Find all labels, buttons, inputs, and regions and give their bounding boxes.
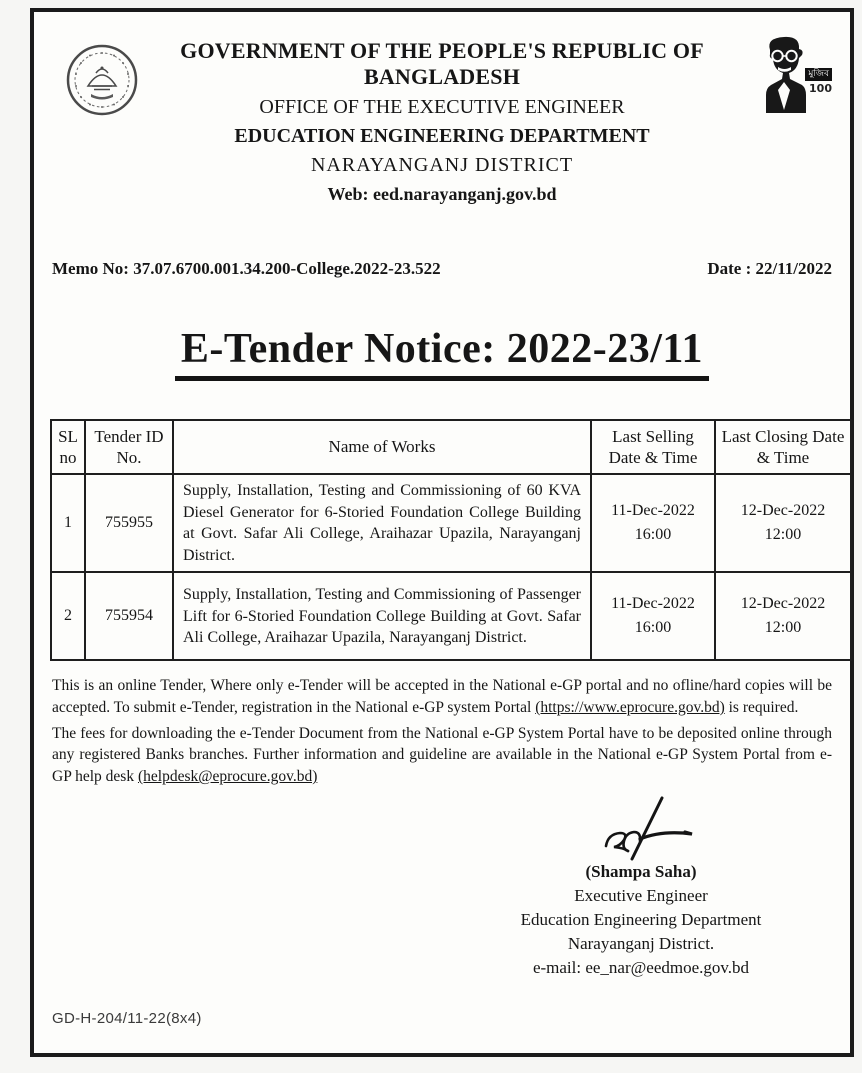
cell-tender-id: 755954 xyxy=(85,572,173,660)
notice-1-tail: is required. xyxy=(724,699,799,717)
signature-block xyxy=(476,796,806,981)
selling-date: 11-Dec-2022 xyxy=(611,502,695,520)
cell-sl: 1 xyxy=(51,474,85,572)
selling-date: 11-Dec-2022 xyxy=(611,595,695,613)
department-line: EDUCATION ENGINEERING DEPARTMENT xyxy=(234,125,650,147)
notice-1-text: This is an online Tender, Where only e-Tender will be accepted in the National e-GP portal and no ofline/hard copies will be accepted. To submit e-Tender, registration in the National e-GP system Portal xyxy=(52,677,832,717)
tender-table xyxy=(50,419,852,661)
memo-date: Date : 22/11/2022 xyxy=(707,259,832,278)
col-header-last-closing: Last Closing Date & Time xyxy=(715,420,851,474)
cell-last-closing xyxy=(715,572,851,660)
closing-time: 12:00 xyxy=(764,526,802,544)
notice-paragraphs xyxy=(50,675,834,787)
government-line: GOVERNMENT OF THE PEOPLE'S REPUBLIC OF BANGLADESH xyxy=(180,38,704,89)
mujib-label: মুজিব xyxy=(805,68,832,81)
notice-paragraph-1 xyxy=(52,675,832,718)
office-line: OFFICE OF THE EXECUTIVE ENGINEER xyxy=(259,96,625,118)
helpdesk-email-link: (helpdesk@eprocure.gov.bd) xyxy=(137,768,318,786)
mujib-100-label: 100 xyxy=(809,82,832,95)
cell-name-of-works: Supply, Installation, Testing and Commissioning of 60 KVA Diesel Generator for 6-Storied Foundation College Building at Govt. Safar Ali College, Araihazar Upazila, Narayanganj District. xyxy=(173,474,591,572)
memo-number: Memo No: 37.07.6700.001.34.200-College.2022-23.522 xyxy=(52,259,441,278)
cell-last-selling xyxy=(591,474,715,572)
selling-time: 16:00 xyxy=(634,619,672,637)
cell-last-selling xyxy=(591,572,715,660)
cell-name-of-works: Supply, Installation, Testing and Commissioning of Passenger Lift for 6-Storied Foundation College Building at Govt. Safar Ali College, Araihazar Upazila, Narayanganj District. xyxy=(173,572,591,660)
notice-title: E-Tender Notice: 2022-23/11 xyxy=(175,325,709,381)
closing-time: 12:00 xyxy=(764,619,802,637)
notice-paragraph-2 xyxy=(52,723,832,788)
signatory-role: Executive Engineer xyxy=(574,885,708,905)
website-line: Web: eed.narayanganj.gov.bd xyxy=(327,184,557,204)
signatory-email: e-mail: ee_nar@eedmoe.gov.bd xyxy=(532,958,750,978)
letterhead xyxy=(50,38,834,203)
closing-date: 12-Dec-2022 xyxy=(740,502,826,520)
document-page xyxy=(30,8,854,1057)
selling-time: 16:00 xyxy=(634,526,672,544)
table-header-row xyxy=(51,420,851,474)
cell-last-closing xyxy=(715,474,851,572)
district-line: NARAYANGANJ DISTRICT xyxy=(310,154,574,176)
eprocure-portal-link: (https://www.eprocure.gov.bd) xyxy=(535,699,725,717)
memo-row xyxy=(50,259,834,279)
table-row xyxy=(51,572,851,660)
mujib-100-logo-icon xyxy=(740,34,832,118)
cell-tender-id: 755955 xyxy=(85,474,173,572)
col-header-sl: SL no xyxy=(51,420,85,474)
col-header-name-of-works: Name of Works xyxy=(173,420,591,474)
table-row xyxy=(51,474,851,572)
cell-sl: 2 xyxy=(51,572,85,660)
sd-signature-icon xyxy=(476,796,806,860)
notice-2-text: The fees for downloading the e-Tender Document from the National e-GP System Portal have to be deposited online through any registered Banks branches. Further information and guideline are available in the National e-GP System Portal from e-GP help desk xyxy=(52,724,832,786)
education-department-seal-icon xyxy=(66,44,138,116)
signatory-name: (Shampa Saha) xyxy=(585,861,697,881)
signatory-department: Education Engineering Department xyxy=(520,910,762,930)
signatory-district: Narayanganj District. xyxy=(567,934,715,954)
form-code: GD-H-204/11-22(8x4) xyxy=(52,1010,202,1027)
letterhead-text xyxy=(50,38,834,205)
col-header-tender-id: Tender ID No. xyxy=(85,420,173,474)
closing-date: 12-Dec-2022 xyxy=(740,595,826,613)
col-header-last-selling: Last Selling Date & Time xyxy=(591,420,715,474)
